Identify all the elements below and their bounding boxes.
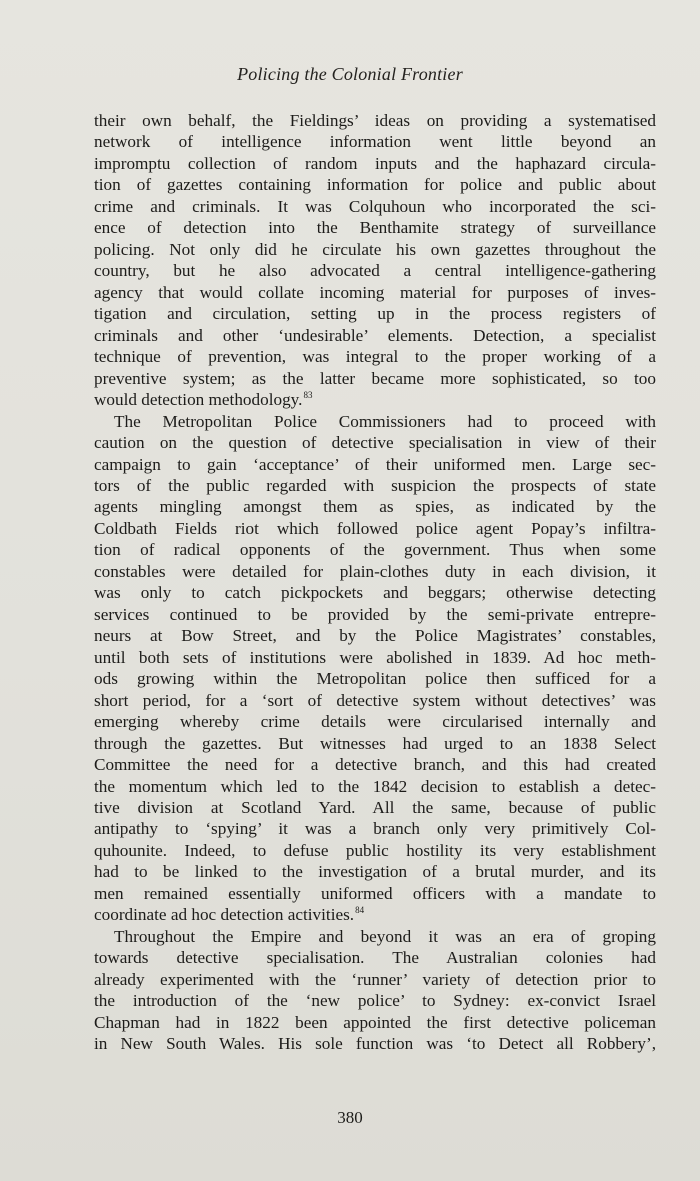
line-text: neurs at Bow Street, and by the Police Magistrates’ constables, <box>94 626 656 646</box>
page-number: 380 <box>337 1108 363 1127</box>
text-line <box>94 346 656 367</box>
line-text: agency that would collate incoming material for purposes of inves- <box>94 282 656 302</box>
line-text: The Metropolitan Police Commissioners had to proceed with <box>114 411 656 431</box>
text-line <box>94 818 656 839</box>
text-line <box>94 668 656 689</box>
text-line <box>94 454 656 475</box>
line-text: tigation and circulation, setting up in the process registers of <box>94 304 656 324</box>
text-line <box>94 797 656 818</box>
line-text: coordinate ad hoc detection activities. <box>94 905 355 925</box>
line-text: tion of radical opponents of the government. Thus when some <box>94 540 656 560</box>
text-line <box>94 561 656 582</box>
text-line <box>94 883 656 904</box>
body-text <box>94 110 656 1055</box>
text-line <box>94 840 656 861</box>
text-line <box>94 904 656 925</box>
line-text: antipathy to ‘spying’ it was a branch only very primitively Col- <box>94 819 656 839</box>
text-line <box>94 604 656 625</box>
line-text: emerging whereby crime details were circularised internally and <box>94 712 656 732</box>
line-text: in New South Wales. His sole function was ‘to Detect all Robbery’, <box>94 1034 656 1054</box>
line-text: already experimented with the ‘runner’ variety of detection prior to <box>94 969 656 989</box>
text-line <box>94 432 656 453</box>
text-line <box>94 239 656 260</box>
footnote-ref: 84 <box>355 905 365 916</box>
line-text: technique of prevention, was integral to the proper working of a <box>94 347 656 367</box>
line-text: towards detective specialisation. The Australian colonies had <box>94 948 656 968</box>
line-text: caution on the question of detective specialisation in view of their <box>94 433 656 453</box>
text-line <box>94 475 656 496</box>
line-text: ence of detection into the Benthamite strategy of surveillance <box>94 218 656 238</box>
line-text: Coldbath Fields riot which followed police agent Popay’s infiltra- <box>94 518 656 538</box>
text-line <box>94 110 656 131</box>
text-line <box>94 1033 656 1054</box>
text-line <box>94 325 656 346</box>
text-line <box>94 754 656 775</box>
line-text: campaign to gain ‘acceptance’ of their uniformed men. Large sec- <box>94 454 656 474</box>
line-text: Throughout the Empire and beyond it was an era of groping <box>114 926 656 946</box>
line-text: ods growing within the Metropolitan police then sufficed for a <box>94 669 656 689</box>
line-text: had to be linked to the investigation of a brutal murder, and its <box>94 862 656 882</box>
line-text: policing. Not only did he circulate his own gazettes throughout the <box>94 239 656 259</box>
text-line <box>94 303 656 324</box>
text-line <box>94 969 656 990</box>
line-text: network of intelligence information went little beyond an <box>94 132 656 152</box>
text-line <box>94 733 656 754</box>
text-line <box>94 131 656 152</box>
text-line <box>94 776 656 797</box>
line-text: was only to catch pickpockets and beggars; otherwise detecting <box>94 583 656 603</box>
text-line <box>94 153 656 174</box>
line-text: quhounite. Indeed, to defuse public hostility its very establishment <box>94 840 656 860</box>
line-text: preventive system; as the latter became more sophisticated, so too <box>94 368 656 388</box>
text-line <box>94 539 656 560</box>
text-line <box>94 518 656 539</box>
text-line <box>94 625 656 646</box>
text-line <box>94 711 656 732</box>
text-line <box>94 282 656 303</box>
line-text: the introduction of the ‘new police’ to Sydney: ex-convict Israel <box>94 991 656 1011</box>
text-line <box>94 990 656 1011</box>
line-text: crime and criminals. It was Colquhoun who incorporated the sci- <box>94 196 656 216</box>
text-line <box>94 368 656 389</box>
text-line <box>94 389 656 410</box>
line-text: country, but he also advocated a central intelligence-gathering <box>94 261 656 281</box>
text-line <box>94 174 656 195</box>
line-text: criminals and other ‘undesirable’ elements. Detection, a specialist <box>94 325 656 345</box>
text-line <box>94 582 656 603</box>
line-text: Chapman had in 1822 been appointed the first detective policeman <box>94 1012 656 1032</box>
text-line <box>94 926 656 947</box>
running-head: Policing the Colonial Frontier <box>237 64 463 84</box>
line-text: services continued to be provided by the semi-private entrepre- <box>94 604 656 624</box>
line-text: constables were detailed for plain-clothes duty in each division, it <box>94 561 656 581</box>
line-text: tion of gazettes containing information for police and public about <box>94 175 656 195</box>
line-text: tive division at Scotland Yard. All the same, because of public <box>94 798 656 817</box>
text-line <box>94 647 656 668</box>
text-line <box>94 411 656 432</box>
text-line <box>94 861 656 882</box>
line-text: agents mingling amongst them as spies, as indicated by the <box>94 497 656 517</box>
line-text: would detection methodology. <box>94 390 303 410</box>
text-line <box>94 1012 656 1033</box>
text-line <box>94 260 656 281</box>
line-text: through the gazettes. But witnesses had urged to an 1838 Select <box>94 733 656 753</box>
text-line <box>94 196 656 217</box>
line-text: impromptu collection of random inputs and the haphazard circula- <box>94 153 656 173</box>
line-text: short period, for a ‘sort of detective system without detectives’ was <box>94 690 656 710</box>
line-text: until both sets of institutions were abolished in 1839. Ad hoc meth- <box>94 647 656 667</box>
line-text: Committee the need for a detective branch, and this had created <box>94 755 656 775</box>
text-line <box>94 947 656 968</box>
text-line <box>94 496 656 517</box>
text-line <box>94 690 656 711</box>
line-text: men remained essentially uniformed officers with a mandate to <box>94 883 656 903</box>
text-line <box>94 217 656 238</box>
line-text: their own behalf, the Fieldings’ ideas on providing a systematised <box>94 111 656 130</box>
footnote-ref: 83 <box>303 390 313 401</box>
line-text: the momentum which led to the 1842 decision to establish a detec- <box>94 776 656 796</box>
line-text: tors of the public regarded with suspicion the prospects of state <box>94 475 656 495</box>
